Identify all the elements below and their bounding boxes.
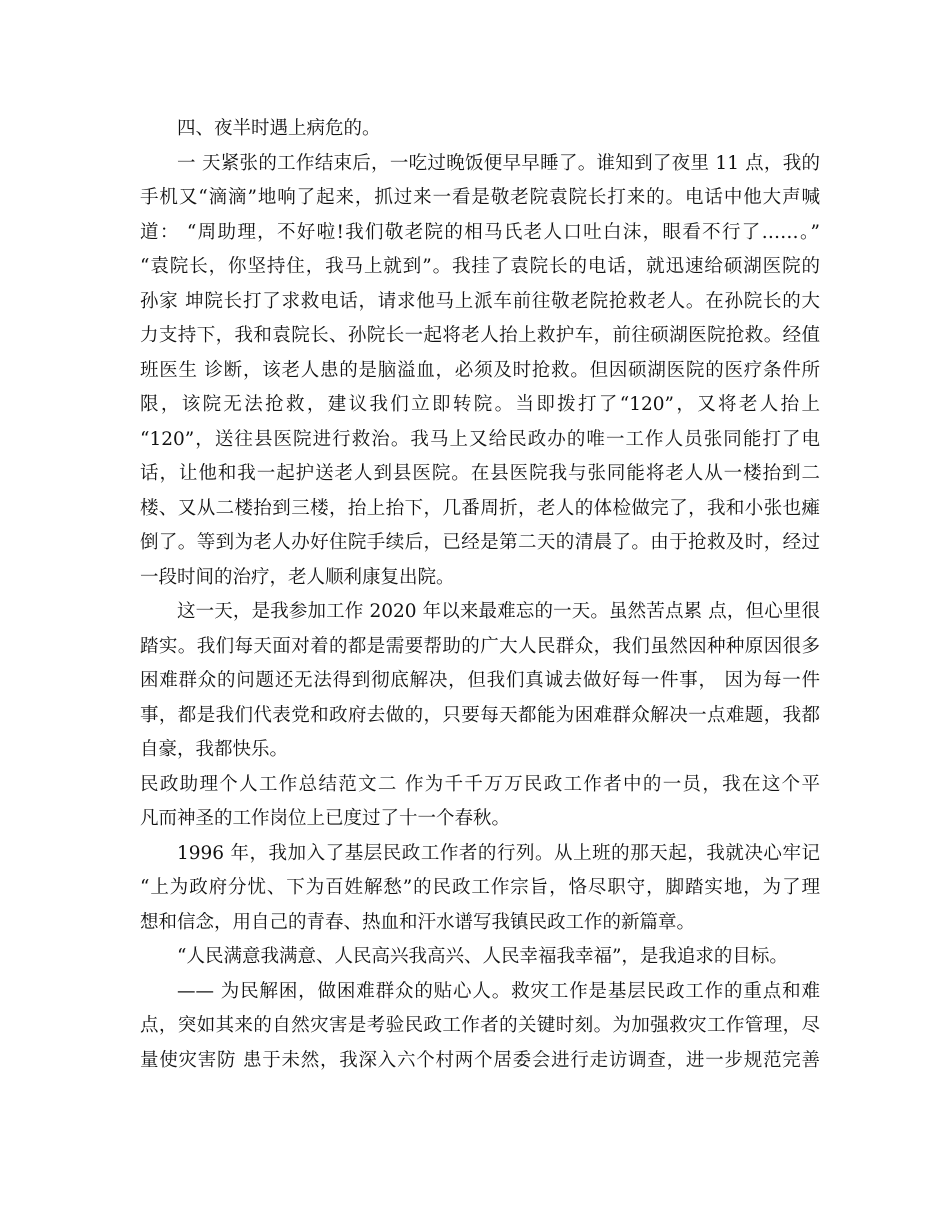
text-line: 踏实。我们每天面对着的都是需要帮助的广大人民群众，我们虽然因种种原因很多: [140, 635, 820, 657]
text-line: 限，该院无法抢救，建议我们立即转院。当即拨打了“120”，又将老人抬上: [140, 394, 820, 415]
text-line: 道： “周助理，不好啦!我们敬老院的相马氏老人口吐白沫，眼看不行了……。”: [140, 221, 820, 243]
document-page: [140, 112, 820, 1078]
text-line: 话，让他和我一起护送老人到县医院。在县医院我与张同能将老人从一楼抬到二: [140, 463, 820, 484]
text-line: 手机又“滴滴”地响了起来，抓过来一看是敬老院袁院长打来的。电话中他大声喊: [140, 187, 820, 208]
text-line: “袁院长，你坚持住，我马上就到”。我挂了袁院长的电话，就迅速给硕湖医院的: [140, 256, 820, 277]
text-line: 这一天，是我参加工作 2020 年以来最难忘的一天。虽然苦点累 点，但心里很: [177, 601, 820, 622]
text-line: 楼、又从二楼抬到三楼，抬上抬下，几番周折，老人的体检做完了，我和小张也瘫: [140, 497, 820, 519]
text-line: 一 天紧张的工作结束后，一吃过晚饭便早早睡了。谁知到了夜里 11 点，我的: [177, 152, 820, 174]
text-line: —— 为民解困，做困难群众的贴心人。救灾工作是基层民政工作的重点和难: [177, 980, 820, 1002]
text-line: “人民满意我满意、人民高兴我高兴、人民幸福我幸福”，是我追求的目标。: [177, 946, 788, 967]
text-line: 班医生 诊断，该老人患的是脑溢血，必须及时抢救。但因硕湖医院的医疗条件所: [140, 359, 820, 381]
text-line: 困难群众的问题还无法得到彻底解决，但我们真诚去做好每一件事， 因为每一件: [140, 670, 820, 691]
text-line: “120”，送往县医院进行救治。我马上又给民政办的唯一工作人员张同能打了电: [140, 428, 820, 450]
text-line: 1996 年，我加入了基层民政工作者的行列。从上班的那天起，我就决心牢记: [177, 842, 820, 864]
text-line: 倒了。等到为老人办好住院手续后，已经是第二天的清晨了。由于抢救及时，经过: [140, 532, 820, 553]
text-line: 孙家 坤院长打了求救电话，请求他马上派车前往敬老院抢救老人。在孙院长的大: [140, 290, 820, 312]
text-line: 民政助理个人工作总结范文二 作为千千万万民政工作者中的一员，我在这个平: [140, 773, 820, 795]
text-line: 四、夜半时遇上病危的。: [177, 118, 381, 139]
text-line: 点，突如其来的自然灾害是考验民政工作者的关键时刻。为加强救灾工作管理，尽: [140, 1015, 820, 1036]
text-line: 自豪，我都快乐。: [140, 739, 289, 760]
text-line: 想和信念，用自己的青春、热血和汗水谱写我镇民政工作的新篇章。: [140, 911, 696, 933]
text-line: 力支持下，我和袁院长、孙院长一起将老人抬上救护车，前往硕湖医院抢救。经值: [140, 325, 820, 346]
text-line: 量使灾害防 患于未然，我深入六个村两个居委会进行走访调查，进一步规范完善: [140, 1049, 820, 1071]
text-line: 凡而神圣的工作岗位上已度过了十一个春秋。: [140, 808, 511, 829]
text-line: 事，都是我们代表党和政府去做的，只要每天都能为困难群众解决一点难题，我都: [140, 704, 820, 726]
text-line: 一段时间的治疗，老人顺利康复出院。: [140, 566, 455, 588]
text-line: “上为政府分忧、下为百姓解愁”的民政工作宗旨，恪尽职守，脚踏实地，为了理: [140, 877, 820, 898]
